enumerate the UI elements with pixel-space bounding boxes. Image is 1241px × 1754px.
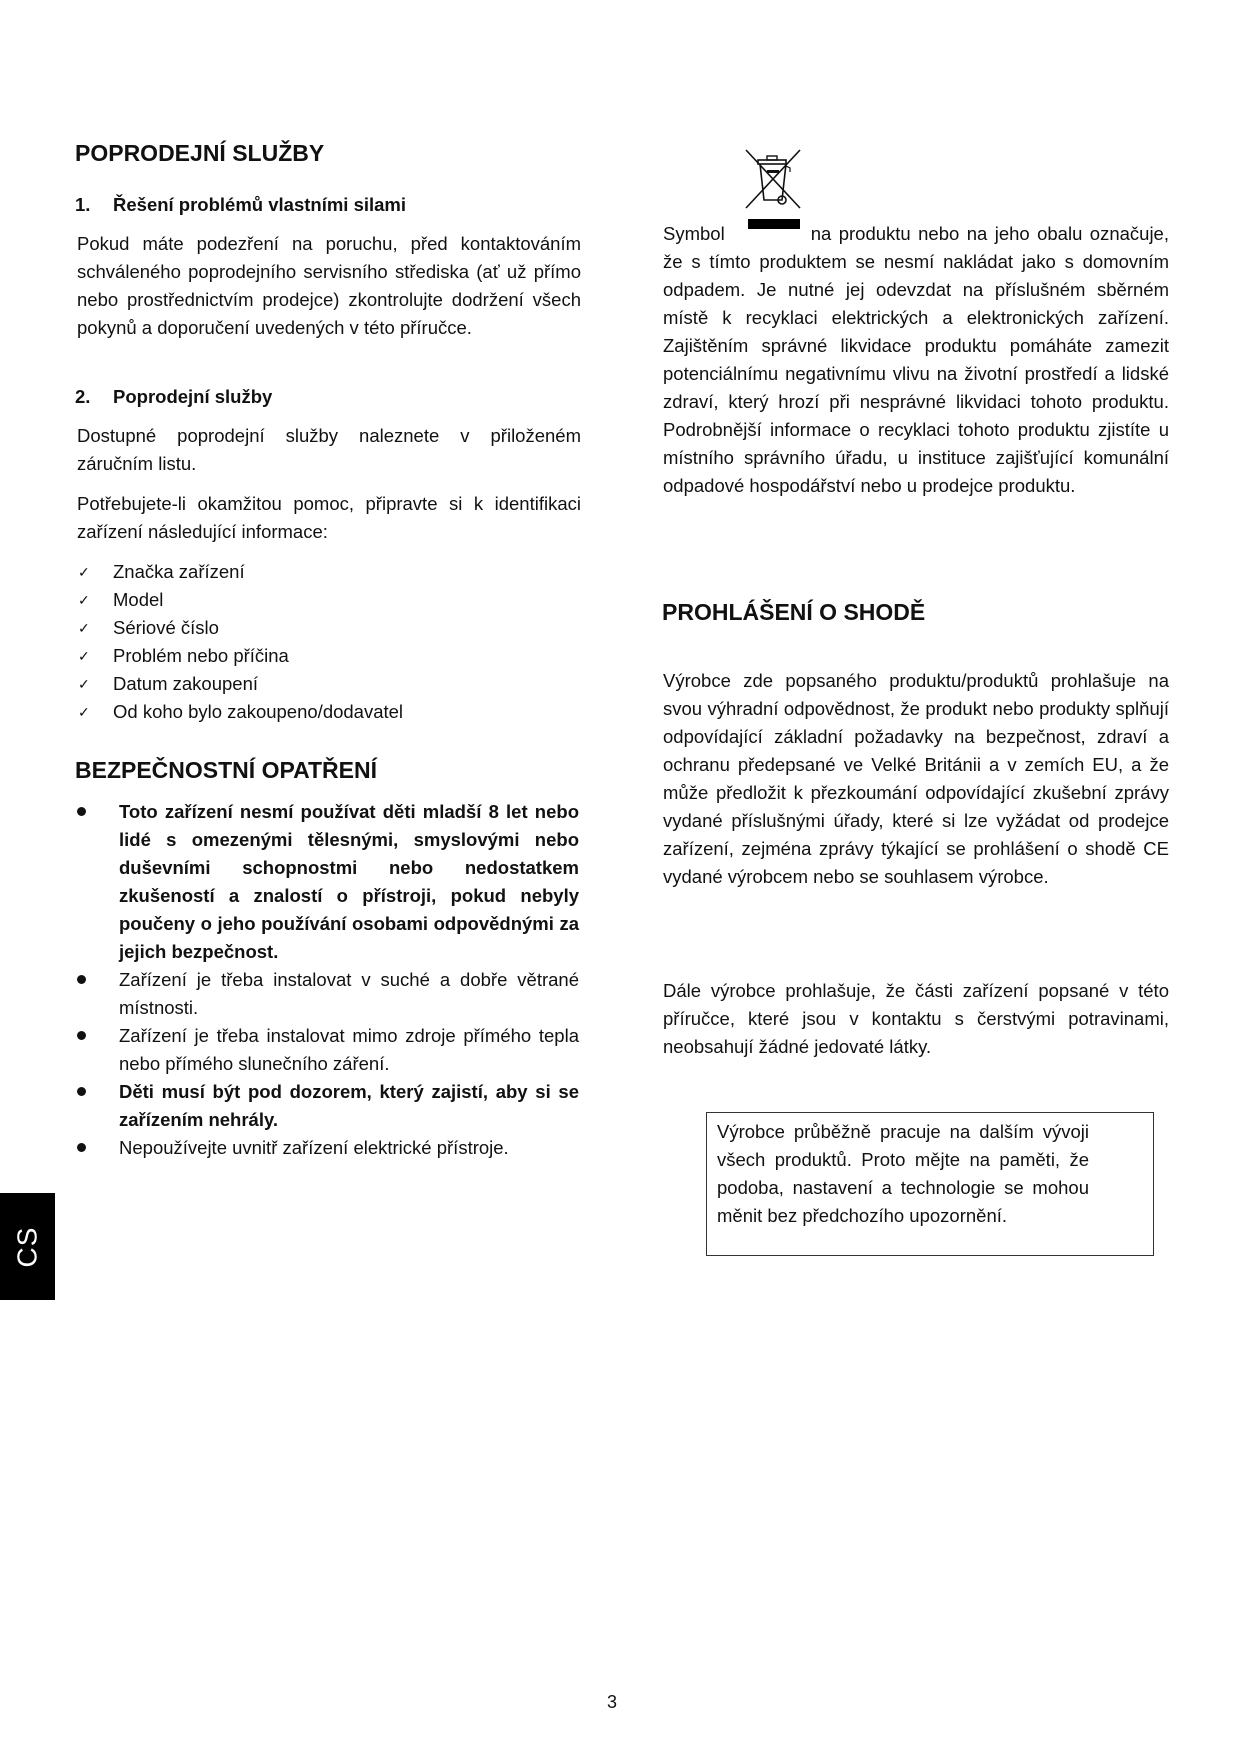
bullet-icon [77, 1031, 86, 1040]
language-tab [0, 1193, 55, 1300]
section-1-title: Řešení problémů vlastními silami [113, 194, 407, 215]
section-2-paragraph-1: Dostupné poprodejní služby naleznete v přiloženém záručním listu. [77, 425, 581, 474]
section-2-paragraph-2: Potřebujete-li okamžitou pomoc, připravte si k identifikaci zařízení následující informace: [77, 493, 581, 542]
section-1-heading [75, 194, 406, 216]
page-number: 3 [607, 1692, 618, 1712]
safety-item: Zařízení je třeba instalovat v suché a dobře větrané místnosti. [75, 966, 579, 1022]
symbol-word: Symbol [663, 223, 725, 244]
bullet-icon [77, 807, 86, 816]
safety-item: Děti musí být pod dozorem, který zajistí, aby si se zařízením nehrály. [75, 1078, 579, 1134]
notice-text: Výrobce průběžně pracuje na dalším vývoji všech produktů. Proto mějte na paměti, že podoba, nastavení a technologie se mohou měnit bez předchozího upozornění. [717, 1121, 1089, 1226]
checklist-item: ✓ Sériové číslo [75, 614, 403, 642]
bullet-icon [77, 975, 86, 984]
section-1-paragraph: Pokud máte podezření na poruchu, před kontaktováním schváleného poprodejního servisního střediska (ať už přímo nebo prostřednictvím prodejce) zkontrolujte dodržení všech pokynů a doporučení uvedených v této příručce. [77, 233, 581, 338]
checklist-item: ✓ Od koho bylo zakoupeno/dodavatel [75, 698, 403, 726]
checklist-item: ✓ Model [75, 586, 403, 614]
checkmark-icon: ✓ [78, 592, 90, 608]
after-sales-title: POPRODEJNÍ SLUŽBY [75, 140, 325, 166]
checkmark-icon: ✓ [78, 620, 90, 636]
weee-paragraph [663, 220, 1169, 500]
safety-item: Nepoužívejte uvnitř zařízení elektrické přístroje. [75, 1134, 579, 1162]
checkmark-icon: ✓ [78, 676, 90, 692]
safety-item: Zařízení je třeba instalovat mimo zdroje přímého tepla nebo přímého slunečního záření. [75, 1022, 579, 1078]
checklist-item: ✓ Problém nebo příčina [75, 642, 403, 670]
checkmark-icon: ✓ [78, 564, 90, 580]
checklist-item: ✓ Značka zařízení [75, 558, 403, 586]
crossed-out-wheelie-bin-icon [744, 148, 802, 210]
checkmark-icon: ✓ [78, 648, 90, 664]
section-2-heading [75, 386, 272, 408]
identification-checklist [75, 558, 403, 726]
safety-item: Toto zařízení nesmí používat děti mladší 8 let nebo lidé s omezenými tělesnými, smyslovými nebo duševními schopnostmi nebo nedostatkem zkušeností a znalostí o přístroji, pokud nebyly poučeny o jeho používání osobami odpovědnými za jejich bezpečnost. [75, 798, 579, 966]
language-code: CS [11, 1226, 43, 1267]
weee-text: na produktu nebo na jeho obalu označuje, že s tímto produktem se nesmí nakládat jako s domovním odpadem. Je nutné jej odevzdat na příslušném sběrném místě k recyklaci elektrických a elektronických zařízení. Zajištěním správné likvidace produktu pomáháte zamezit potenciálnímu negativnímu vlivu na životní prostředí a lidské zdraví, který hrozí při nesprávné likvidaci tohoto produktu. Podrobnější informace o recyklaci tohoto produktu zjistíte u místního správního úřadu, u instituce zajišťující komunální odpadové hospodářství nebo u prodejce produktu. [663, 223, 1169, 496]
section-2-number: 2. [75, 386, 91, 407]
section-1-number: 1. [75, 194, 91, 215]
checklist-item: ✓ Datum zakoupení [75, 670, 403, 698]
section-2-title: Poprodejní služby [113, 386, 273, 407]
safety-title: BEZPEČNOSTNÍ OPATŘENÍ [75, 757, 377, 783]
bullet-icon [77, 1087, 86, 1096]
conformity-paragraph-2: Dále výrobce prohlašuje, že části zařízení popsané v této příručce, které jsou v kontaktu s čerstvými potravinami, neobsahují žádné jedovaté látky. [663, 980, 1169, 1057]
bullet-icon [77, 1143, 86, 1152]
conformity-paragraph-1: Výrobce zde popsaného produktu/produktů prohlašuje na svou výhradní odpovědnost, že produkt nebo produkty splňují odpovídající základní požadavky na bezpečnost, zdraví a ochranu předepsané ve Velké Británii a v zemích EU, a že může předložit k přezkoumání odpovídající zkušební zprávy vydané příslušnými úřady, které si lze vyžádat od prodejce zařízení, zejména zprávy týkající se prohlášení o shodě CE vydané výrobcem nebo se souhlasem výrobce. [663, 670, 1169, 887]
notice-box [706, 1112, 1154, 1256]
safety-list [75, 798, 579, 1162]
conformity-title: PROHLÁŠENÍ O SHODĚ [662, 599, 926, 625]
checkmark-icon: ✓ [78, 704, 90, 720]
